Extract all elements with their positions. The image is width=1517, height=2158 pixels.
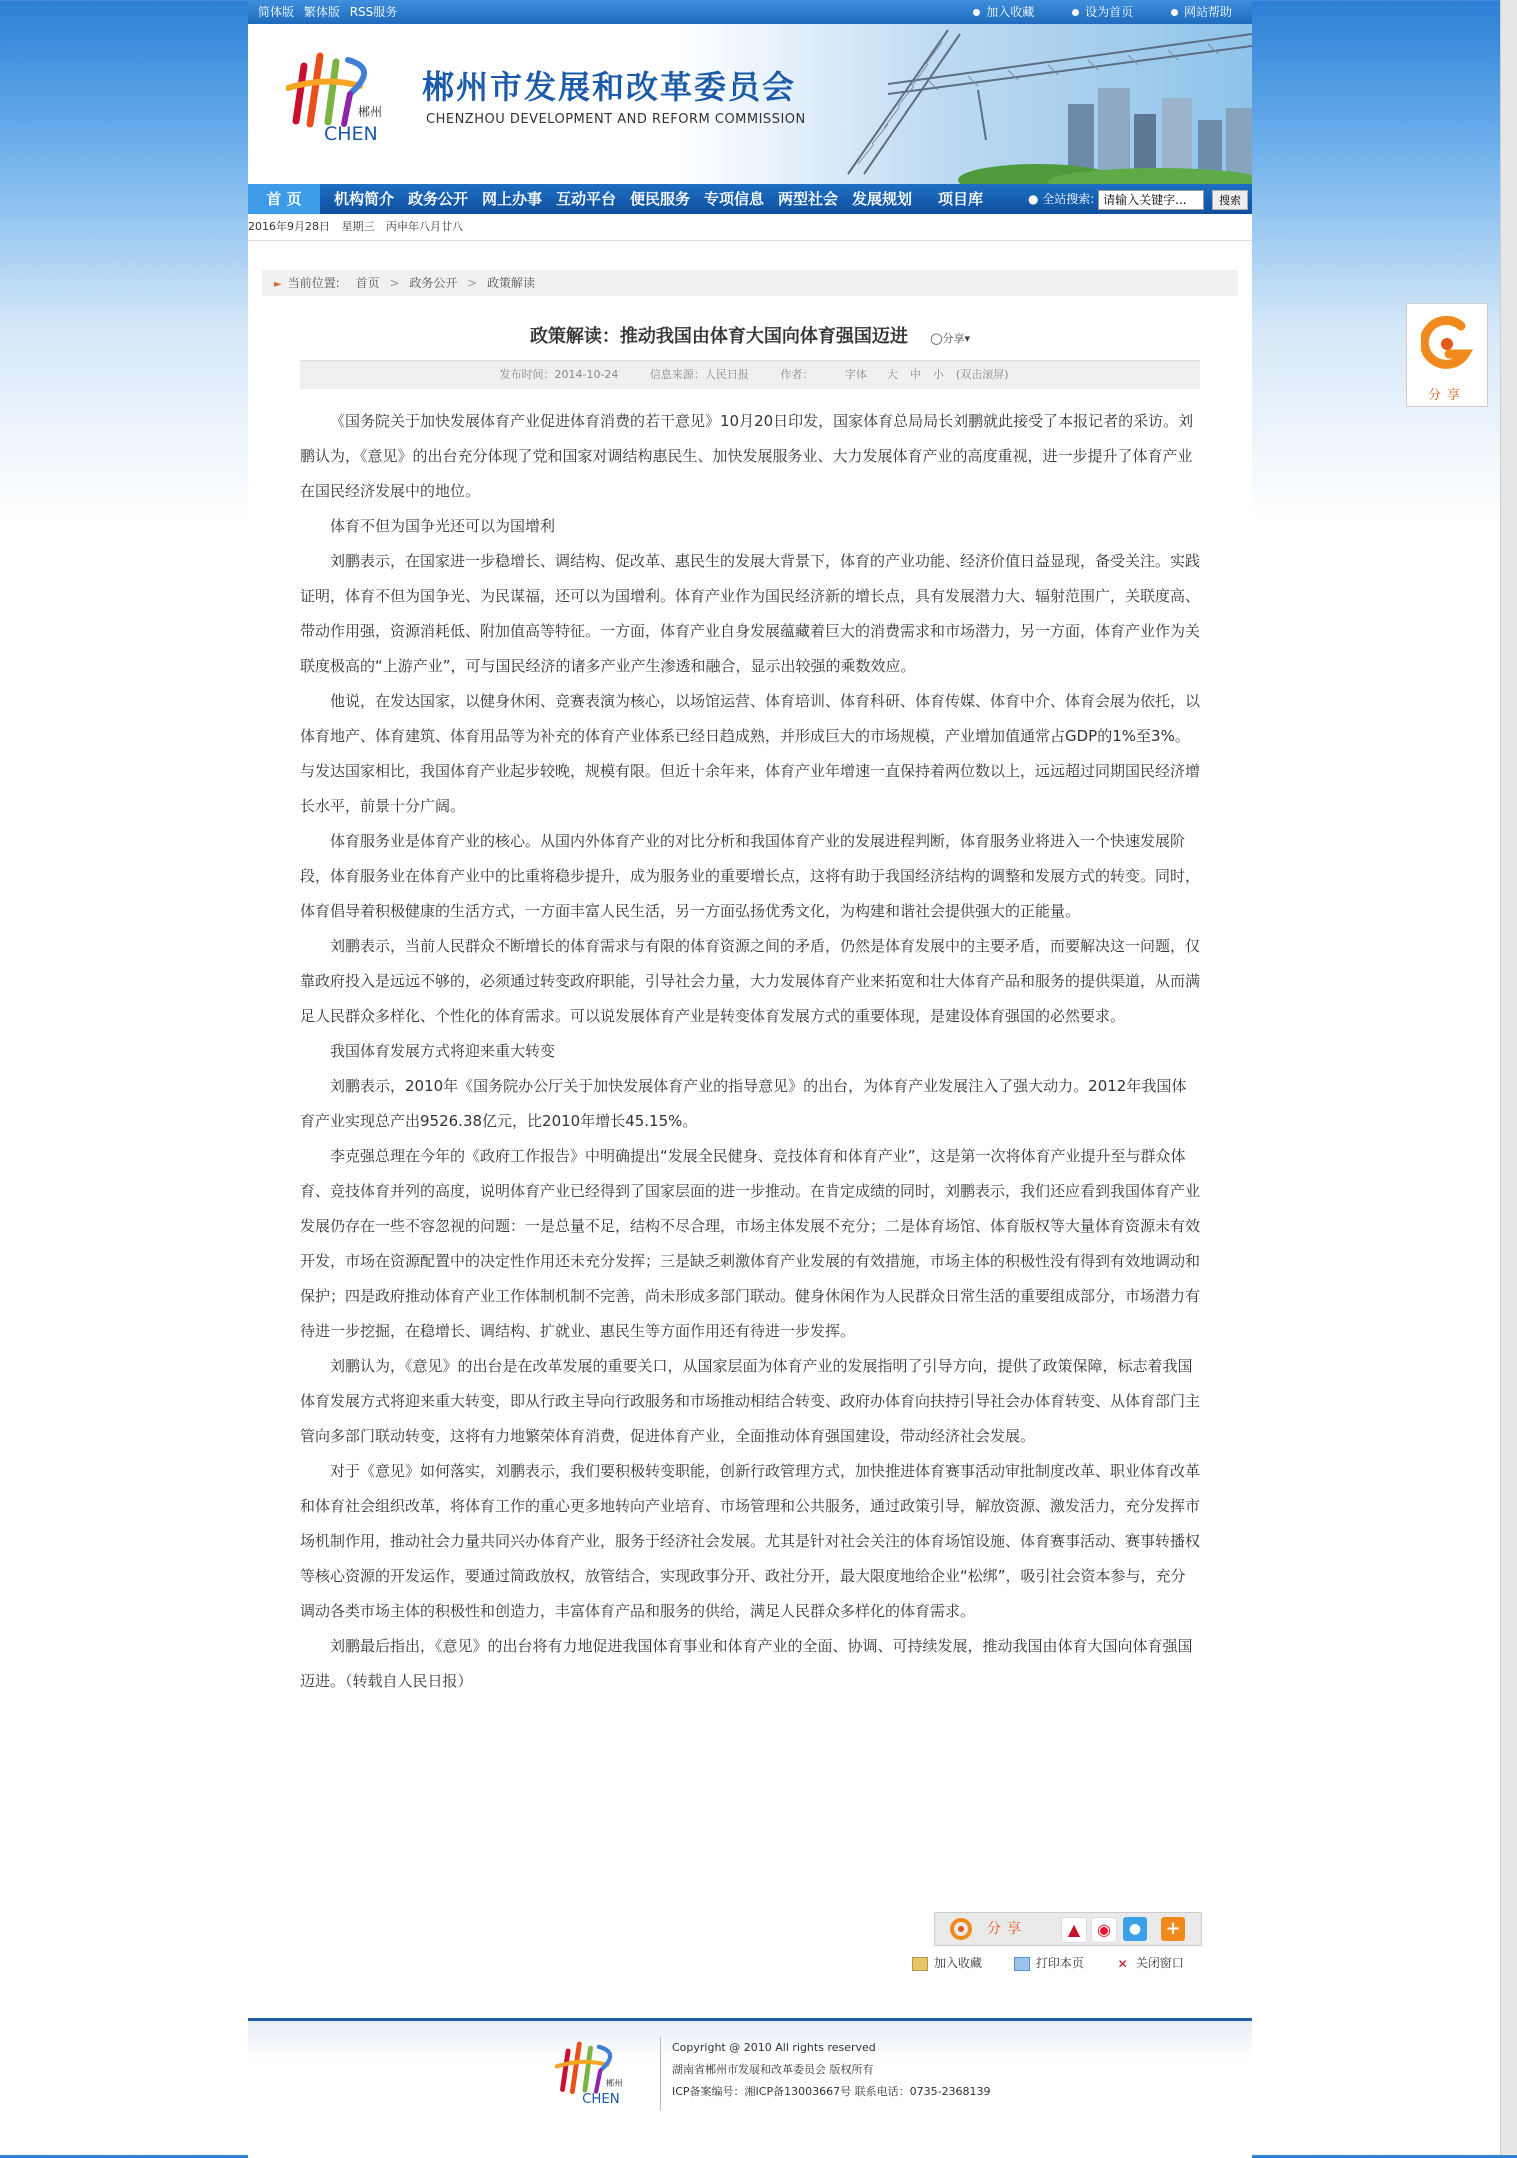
chevron-right-icon: > <box>467 276 478 290</box>
site-title: 郴州市发展和改革委员会 <box>422 68 797 106</box>
lunar-date: 丙申年八月廿八 <box>386 220 463 233</box>
article-body <box>300 404 1200 1699</box>
footer-text <box>672 2037 991 2103</box>
paragraph: 刘鹏表示，在国家进一步稳增长、调结构、促改革、惠民生的发展大背景下，体育的产业功能、经济价值日益显现，备受关注。实践证明，体育不但为国争光、为民谋福，还可以为国增利。体育产业作为国民经济新的增长点，具有发展潜力大、辐射范围广，关联度高、带动作用强，资源消耗低、附加值高等特征。一方面，体育产业自身发展蕴藏着巨大的消费需求和市场潜力，另一方面，体育产业作为关联度极高的“上游产业”，可与国民经济的诸多产业产生渗透和融合，显示出较强的乘数效应。 <box>300 552 1201 675</box>
people-daily-icon[interactable]: ▲ <box>1061 1917 1087 1943</box>
paragraph: 刘鹏表示，2010年《国务院办公厅关于加快发展体育产业的指导意见》的出台，为体育产业发展注入了强大动力。2012年我国体育产业实现总产出9526.38亿元，比2010年增长45.15%。 <box>300 1077 1187 1130</box>
close-window-button[interactable]: ✕ 关闭窗口 <box>1117 1956 1184 1971</box>
folder-icon <box>912 1957 928 1971</box>
info-source: 信息来源：人民日报 <box>649 368 749 381</box>
article-title-row <box>248 322 1252 348</box>
banner <box>248 24 1252 184</box>
floating-share-button[interactable] <box>1406 303 1488 407</box>
owner: 湖南省郴州市发展和改革委员会 版权所有 <box>672 2063 874 2076</box>
nav-project-library[interactable]: 项目库 <box>938 190 984 208</box>
subheading: 体育不但为国争光还可以为国增利 <box>330 517 556 535</box>
city-crane-illustration <box>828 24 1252 184</box>
article-title: 政策解读：推动我国由体育大国向体育强国迈进 <box>529 326 908 347</box>
location-arrow-icon: ► <box>274 279 282 290</box>
icp-record: ICP备案编号：湘ICP备13003667号 联系电话：0735-2368139 <box>672 2085 991 2098</box>
set-homepage-link[interactable]: 设为首页 <box>1072 5 1133 19</box>
paragraph: 体育服务业是体育产业的核心。从国内外体育产业的对比分析和我国体育产业的发展进程判断，体育服务业将进入一个快速发展阶段，体育服务业在体育产业中的比重将稳步提升，成为服务业的重要增长点，这将有助于我国经济结构的调整和发展方式的转变。同时，体育倡导着积极健康的生活方式，一方面丰富人民生活，另一方面弘扬优秀文化，为构建和谐社会提供强大的正能量。 <box>300 832 1201 920</box>
nav-home[interactable]: 首 页 <box>248 184 320 214</box>
main-nav <box>248 184 1252 214</box>
rss-link[interactable]: RSS服务 <box>349 5 398 19</box>
share-icon: ◯ <box>930 332 943 345</box>
nav-development-plan[interactable]: 发展规划 <box>852 190 913 208</box>
nav-public-services[interactable]: 便民服务 <box>630 190 691 208</box>
subheading: 我国体育发展方式将迎来重大转变 <box>330 1042 556 1060</box>
search-button[interactable]: 搜索 <box>1212 190 1248 210</box>
weekday: 星期三 <box>341 220 375 233</box>
breadcrumb-policy[interactable]: 政策解读 <box>487 276 536 290</box>
footer-logo <box>554 2037 634 2107</box>
paragraph: 李克强总理在今年的《政府工作报告》中明确提出“发展全民健身、竞技体育和体育产业”，这是第一次将体育产业提升至与群众体育、竞技体育并列的高度，说明体育产业已经得到了国家层面的进一步推动。在肯定成绩的同时，刘鹏表示，我们还应看到我国体育产业发展仍存在一些不容忽视的问题：一是总量不足，结构不尽合理，市场主体发展不充分；二是体育场馆、体育版权等大量体育资源未有效开发，市场在资源配置中的决定性作用还未充分发挥；三是缺乏刺激体育产业发展的有效措施，市场主体的积极性没有得到有效地调动和保护；四是政府推动体育产业工作体制机制不完善，尚未形成多部门联动。健身休闲作为人民群众日常生活的重要组成部分，市场潜力有待进一步挖掘，在稳增长、调结构、扩就业、惠民生等方面作用还有待进一步发挥。 <box>300 1147 1201 1340</box>
svg-text:郴州: 郴州 <box>605 2078 623 2088</box>
font-small-button[interactable]: 小 <box>932 368 944 381</box>
paragraph: 对于《意见》如何落实，刘鹏表示，我们要积极转变职能，创新行政管理方式，加快推进体育赛事活动审批制度改革、职业体育改革和体育社会组织改革，将体育工作的重心更多地转向产业培育、市场管理和公共服务，通过政策引导，解放资源、激发活力，充分发挥市场机制作用，推动社会力量共同兴办体育产业，服务于经济社会发展。尤其是针对社会关注的体育场馆设施、体育赛事活动、赛事转播权等核心资源的开发运作，要通过简政放权，放管结合，实现政事分开、政社分开，最大限度地给企业“松绑”，吸引社会资本参与，充分调动各类市场主体的积极性和创造力，丰富体育产品和服务的供给，满足人民群众多样化的体育需求。 <box>300 1462 1201 1620</box>
share-logo-icon[interactable] <box>949 1917 973 1941</box>
add-favorite-link[interactable]: 加入收藏 <box>973 5 1034 19</box>
breadcrumb-gov-affairs[interactable]: 政务公开 <box>409 276 458 290</box>
paragraph: 刘鹏表示，当前人民群众不断增长的体育需求与有限的体育资源之间的矛盾，仍然是体育发展中的主要矛盾，而要解决这一问题，仅靠政府投入是远远不够的，必须通过转变政府职能，引导社会力量，大力发展体育产业来拓宽和壮大体育产品和服务的提供渠道，从而满足人民群众多样化、个性化的体育需求。可以说发展体育产业是转变体育发展方式的重要体现，是建设体育强国的必然要求。 <box>300 937 1201 1025</box>
footer <box>248 2018 1252 2158</box>
chevron-right-icon: > <box>389 276 400 290</box>
bullet-icon <box>1171 9 1178 16</box>
chevron-down-icon: ▾ <box>964 332 971 345</box>
more-share-icon[interactable]: + <box>1161 1917 1185 1941</box>
search-icon: ● <box>1027 192 1039 206</box>
nav-interaction[interactable]: 互动平台 <box>556 190 617 208</box>
footer-divider <box>660 2037 661 2111</box>
page-tools <box>912 1954 1212 1971</box>
font-medium-button[interactable]: 中 <box>909 368 921 381</box>
qq-weibo-icon[interactable]: ● <box>1123 1917 1147 1941</box>
double-click-scroll: (双击滚屏) <box>955 368 1009 381</box>
font-size-label: 字体 <box>844 368 867 381</box>
traditional-link[interactable]: 繁体版 <box>303 5 340 19</box>
svg-text:CHEN: CHEN <box>582 2091 620 2107</box>
breadcrumb-home[interactable]: 首页 <box>355 276 380 290</box>
floating-share-label: 分享 <box>1427 388 1466 403</box>
share-label[interactable]: 分享 <box>987 1921 1027 1937</box>
search-label: 全站搜索: <box>1042 192 1095 206</box>
search-input[interactable] <box>1098 190 1204 210</box>
breadcrumb <box>262 270 1238 296</box>
article-meta <box>300 360 1200 389</box>
logo-word: CHEN <box>324 123 378 145</box>
nav-online-services[interactable]: 网上办事 <box>482 190 543 208</box>
nav-gov-affairs[interactable]: 政务公开 <box>408 190 469 208</box>
close-icon: ✕ <box>1117 1956 1128 1971</box>
share-logo-icon <box>1421 312 1473 378</box>
nav-two-type-society[interactable]: 两型社会 <box>778 190 839 208</box>
site-subtitle: CHENZHOU DEVELOPMENT AND REFORM COMMISSION <box>426 112 806 127</box>
paragraph: 刘鹏认为，《意见》的出台是在改革发展的重要关口，从国家层面为体育产业的发展指明了引导方向，提供了政策保障，标志着我国体育发展方式将迎来重大转变，即从行政主导向行政服务和市场推动相结合转变、政府办体育向扶持引导社会办体育转变、从体育部门主管向多部门联动转变，这将有力地繁荣体育消费，促进体育产业，全面推动体育强国建设，带动经济社会发展。 <box>300 1357 1201 1445</box>
bullet-icon <box>1072 9 1079 16</box>
logo-small-text: 郴州 <box>358 105 383 119</box>
weibo-icon[interactable]: ◉ <box>1091 1917 1117 1943</box>
nav-about[interactable]: 机构简介 <box>334 190 395 208</box>
help-link[interactable]: 网站帮助 <box>1171 5 1232 19</box>
paragraph: 刘鹏最后指出，《意见》的出台将有力地促进我国体育事业和体育产业的全面、协调、可持续发展，推动我国由体育大国向体育强国迈进。（转载自人民日报） <box>300 1637 1193 1690</box>
simplified-link[interactable]: 简体版 <box>258 5 295 19</box>
breadcrumb-label: 当前位置: <box>287 276 340 290</box>
printer-icon <box>1014 1957 1030 1971</box>
current-date: 2016年9月28日 <box>248 220 330 233</box>
author: 作者： <box>780 368 814 381</box>
top-bar <box>248 0 1252 24</box>
font-large-button[interactable]: 大 <box>886 368 898 381</box>
scrollbar[interactable] <box>1500 0 1517 2155</box>
paragraph: 他说，在发达国家，以健身休闲、竞赛表演为核心，以场馆运营、体育培训、体育科研、体育传媒、体育中介、体育会展为依托，以体育地产、体育建筑、体育用品等为补充的体育产业体系已经日趋成熟，并形成巨大的市场规模，产业增加值通常占GDP的1%至3%。与发达国家相比，我国体育产业起步较晚，规模有限。但近十余年来，体育产业年增速一直保持着两位数以上，远远超过同期国民经济增长水平，前景十分广阔。 <box>300 692 1201 815</box>
publish-date: 发布时间：2014-10-24 <box>499 368 619 381</box>
page <box>248 0 1252 2155</box>
print-button[interactable]: 打印本页 <box>1014 1956 1084 1970</box>
share-bar <box>934 1912 1202 1946</box>
add-favorite-button[interactable]: 加入收藏 <box>912 1956 982 1970</box>
chenzhou-logo[interactable] <box>286 46 396 146</box>
paragraph: 《国务院关于加快发展体育产业促进体育消费的若干意见》10月20日印发，国家体育总局局长刘鹏就此接受了本报记者的采访。刘鹏认为，《意见》的出台充分体现了党和国家对调结构惠民生、加快发展服务业、大力发展体育产业的高度重视，进一步提升了体育产业在国民经济发展中的地位。 <box>300 412 1194 500</box>
site-search <box>1028 188 1248 210</box>
date-bar <box>248 214 1252 241</box>
nav-special-info[interactable]: 专项信息 <box>704 190 765 208</box>
bullet-icon <box>973 9 980 16</box>
copyright: Copyright @ 2010 All rights reserved <box>672 2041 876 2054</box>
share-dropdown[interactable]: ◯分享▾ <box>930 332 971 345</box>
